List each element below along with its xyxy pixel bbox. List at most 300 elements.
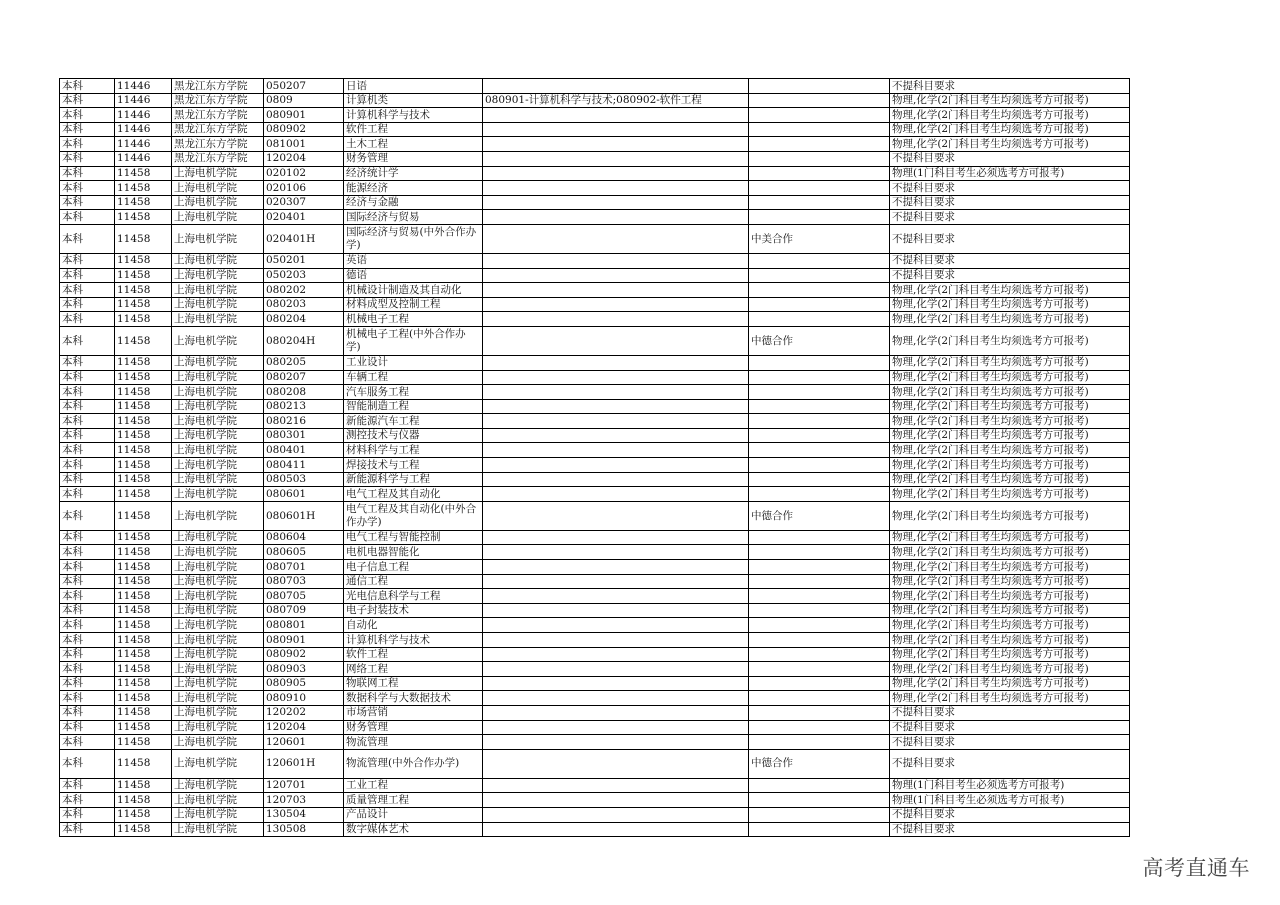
major-code-cell: 080208 [264, 385, 344, 400]
major-code-cell: 080411 [264, 458, 344, 473]
major-name-cell: 市场营销 [344, 705, 483, 720]
major-code-cell: 080301 [264, 428, 344, 443]
cooperation-cell [749, 93, 890, 108]
school-code-cell: 11458 [115, 633, 172, 648]
level-cell: 本科 [60, 633, 115, 648]
cooperation-cell [749, 151, 890, 166]
cooperation-cell [749, 676, 890, 691]
major-code-cell: 080205 [264, 355, 344, 370]
cooperation-cell [749, 195, 890, 210]
school-code-cell: 11458 [115, 355, 172, 370]
subject-requirement-cell: 物理,化学(2门科目考生均须选考方可报考) [890, 326, 1130, 355]
subject-requirement-cell: 不提科目要求 [890, 151, 1130, 166]
level-cell: 本科 [60, 603, 115, 618]
cooperation-cell [749, 618, 890, 633]
cooperation-cell [749, 560, 890, 575]
school-code-cell: 11446 [115, 108, 172, 123]
subject-requirement-cell: 物理,化学(2门科目考生均须选考方可报考) [890, 662, 1130, 677]
cooperation-cell [749, 443, 890, 458]
major-name-cell: 数字媒体艺术 [344, 822, 483, 837]
included-majors-cell [483, 807, 749, 822]
major-name-cell: 数据科学与大数据技术 [344, 691, 483, 706]
table-row [60, 647, 1130, 662]
major-code-cell: 120701 [264, 778, 344, 793]
school-code-cell: 11458 [115, 647, 172, 662]
level-cell: 本科 [60, 560, 115, 575]
major-code-cell: 020401 [264, 210, 344, 225]
subject-requirement-cell: 物理,化学(2门科目考生均须选考方可报考) [890, 574, 1130, 589]
cooperation-cell: 中德合作 [749, 749, 890, 778]
cooperation-cell [749, 530, 890, 545]
table-row [60, 530, 1130, 545]
level-cell: 本科 [60, 195, 115, 210]
major-name-cell: 汽车服务工程 [344, 385, 483, 400]
school-name-cell: 上海电机学院 [172, 807, 264, 822]
subject-requirement-cell: 物理,化学(2门科目考生均须选考方可报考) [890, 137, 1130, 152]
subject-requirement-cell: 物理,化学(2门科目考生均须选考方可报考) [890, 560, 1130, 575]
level-cell: 本科 [60, 399, 115, 414]
subject-requirement-cell: 不提科目要求 [890, 807, 1130, 822]
cooperation-cell [749, 458, 890, 473]
included-majors-cell [483, 297, 749, 312]
included-majors-cell [483, 749, 749, 778]
school-code-cell: 11458 [115, 312, 172, 327]
table-row [60, 399, 1130, 414]
cooperation-cell [749, 720, 890, 735]
school-code-cell: 11446 [115, 151, 172, 166]
level-cell: 本科 [60, 79, 115, 94]
school-name-cell: 黑龙江东方学院 [172, 151, 264, 166]
subject-requirement-cell: 物理(1门科目考生必须选考方可报考) [890, 166, 1130, 181]
major-code-cell: 080902 [264, 647, 344, 662]
included-majors-cell [483, 560, 749, 575]
major-name-cell: 电气工程及其自动化(中外合作办学) [344, 501, 483, 530]
subject-requirement-cell: 物理,化学(2门科目考生均须选考方可报考) [890, 93, 1130, 108]
major-name-cell: 材料成型及控制工程 [344, 297, 483, 312]
cooperation-cell [749, 705, 890, 720]
school-code-cell: 11458 [115, 224, 172, 253]
table-row [60, 79, 1130, 94]
major-code-cell: 080204 [264, 312, 344, 327]
table-row [60, 443, 1130, 458]
school-code-cell: 11458 [115, 472, 172, 487]
cooperation-cell [749, 253, 890, 268]
included-majors-cell [483, 224, 749, 253]
level-cell: 本科 [60, 253, 115, 268]
subject-requirement-cell: 物理,化学(2门科目考生均须选考方可报考) [890, 122, 1130, 137]
level-cell: 本科 [60, 370, 115, 385]
cooperation-cell [749, 268, 890, 283]
major-name-cell: 测控技术与仪器 [344, 428, 483, 443]
included-majors-cell [483, 195, 749, 210]
school-name-cell: 上海电机学院 [172, 166, 264, 181]
major-name-cell: 智能制造工程 [344, 399, 483, 414]
table-row [60, 633, 1130, 648]
major-code-cell: 080601 [264, 487, 344, 502]
school-code-cell: 11458 [115, 822, 172, 837]
level-cell: 本科 [60, 108, 115, 123]
subject-requirement-cell: 不提科目要求 [890, 735, 1130, 750]
level-cell: 本科 [60, 501, 115, 530]
school-code-cell: 11458 [115, 778, 172, 793]
table-row [60, 428, 1130, 443]
major-name-cell: 物流管理(中外合作办学) [344, 749, 483, 778]
included-majors-cell [483, 705, 749, 720]
major-name-cell: 新能源科学与工程 [344, 472, 483, 487]
table-row [60, 268, 1130, 283]
major-name-cell: 日语 [344, 79, 483, 94]
major-code-cell: 050207 [264, 79, 344, 94]
school-name-cell: 上海电机学院 [172, 501, 264, 530]
school-code-cell: 11458 [115, 210, 172, 225]
table-row [60, 312, 1130, 327]
school-code-cell: 11458 [115, 166, 172, 181]
school-name-cell: 黑龙江东方学院 [172, 137, 264, 152]
level-cell: 本科 [60, 443, 115, 458]
level-cell: 本科 [60, 137, 115, 152]
level-cell: 本科 [60, 676, 115, 691]
table-row [60, 93, 1130, 108]
school-code-cell: 11458 [115, 501, 172, 530]
subject-requirement-cell: 物理,化学(2门科目考生均须选考方可报考) [890, 676, 1130, 691]
school-name-cell: 上海电机学院 [172, 691, 264, 706]
subject-requirement-cell: 不提科目要求 [890, 749, 1130, 778]
subject-requirement-cell: 物理,化学(2门科目考生均须选考方可报考) [890, 428, 1130, 443]
school-name-cell: 上海电机学院 [172, 633, 264, 648]
major-name-cell: 土木工程 [344, 137, 483, 152]
major-code-cell: 130504 [264, 807, 344, 822]
major-code-cell: 120204 [264, 151, 344, 166]
subject-requirement-cell: 不提科目要求 [890, 224, 1130, 253]
included-majors-cell [483, 487, 749, 502]
major-name-cell: 经济统计学 [344, 166, 483, 181]
included-majors-cell: 080901-计算机科学与技术;080902-软件工程 [483, 93, 749, 108]
school-name-cell: 黑龙江东方学院 [172, 93, 264, 108]
included-majors-cell [483, 691, 749, 706]
major-name-cell: 电气工程与智能控制 [344, 530, 483, 545]
table-row [60, 122, 1130, 137]
table-row [60, 181, 1130, 196]
included-majors-cell [483, 326, 749, 355]
school-code-cell: 11458 [115, 603, 172, 618]
major-name-cell: 质量管理工程 [344, 793, 483, 808]
table-row [60, 108, 1130, 123]
cooperation-cell: 中德合作 [749, 326, 890, 355]
cooperation-cell [749, 574, 890, 589]
included-majors-cell [483, 385, 749, 400]
table-row [60, 807, 1130, 822]
school-code-cell: 11458 [115, 414, 172, 429]
included-majors-cell [483, 633, 749, 648]
cooperation-cell [749, 793, 890, 808]
major-name-cell: 德语 [344, 268, 483, 283]
table-row [60, 385, 1130, 400]
school-code-cell: 11458 [115, 385, 172, 400]
included-majors-cell [483, 151, 749, 166]
major-code-cell: 120601H [264, 749, 344, 778]
school-name-cell: 上海电机学院 [172, 224, 264, 253]
included-majors-cell [483, 253, 749, 268]
major-name-cell: 物联网工程 [344, 676, 483, 691]
cooperation-cell [749, 778, 890, 793]
included-majors-cell [483, 618, 749, 633]
table-row [60, 166, 1130, 181]
included-majors-cell [483, 355, 749, 370]
included-majors-cell [483, 778, 749, 793]
subject-requirement-cell: 物理,化学(2门科目考生均须选考方可报考) [890, 472, 1130, 487]
school-code-cell: 11458 [115, 574, 172, 589]
level-cell: 本科 [60, 778, 115, 793]
school-code-cell: 11458 [115, 749, 172, 778]
school-name-cell: 上海电机学院 [172, 778, 264, 793]
level-cell: 本科 [60, 647, 115, 662]
major-code-cell: 120204 [264, 720, 344, 735]
level-cell: 本科 [60, 414, 115, 429]
included-majors-cell [483, 443, 749, 458]
school-name-cell: 上海电机学院 [172, 647, 264, 662]
level-cell: 本科 [60, 735, 115, 750]
level-cell: 本科 [60, 93, 115, 108]
cooperation-cell [749, 589, 890, 604]
school-name-cell: 上海电机学院 [172, 603, 264, 618]
major-code-cell: 080204H [264, 326, 344, 355]
major-name-cell: 国际经济与贸易(中外合作办学) [344, 224, 483, 253]
major-code-cell: 130508 [264, 822, 344, 837]
school-name-cell: 上海电机学院 [172, 749, 264, 778]
level-cell: 本科 [60, 166, 115, 181]
school-name-cell: 上海电机学院 [172, 297, 264, 312]
school-name-cell: 上海电机学院 [172, 589, 264, 604]
school-name-cell: 上海电机学院 [172, 793, 264, 808]
school-name-cell: 上海电机学院 [172, 458, 264, 473]
school-name-cell: 上海电机学院 [172, 210, 264, 225]
major-name-cell: 计算机科学与技术 [344, 108, 483, 123]
school-code-cell: 11446 [115, 79, 172, 94]
school-code-cell: 11458 [115, 676, 172, 691]
table-row [60, 224, 1130, 253]
level-cell: 本科 [60, 705, 115, 720]
school-name-cell: 上海电机学院 [172, 443, 264, 458]
school-code-cell: 11458 [115, 297, 172, 312]
cooperation-cell [749, 647, 890, 662]
subject-requirement-cell: 不提科目要求 [890, 268, 1130, 283]
table-row [60, 822, 1130, 837]
major-name-cell: 电机电器智能化 [344, 545, 483, 560]
school-code-cell: 11458 [115, 326, 172, 355]
major-code-cell: 080701 [264, 560, 344, 575]
cooperation-cell [749, 108, 890, 123]
subject-requirement-cell: 不提科目要求 [890, 79, 1130, 94]
cooperation-cell [749, 355, 890, 370]
cooperation-cell [749, 137, 890, 152]
included-majors-cell [483, 501, 749, 530]
subject-requirement-cell: 物理,化学(2门科目考生均须选考方可报考) [890, 283, 1130, 298]
cooperation-cell [749, 807, 890, 822]
major-code-cell: 080605 [264, 545, 344, 560]
level-cell: 本科 [60, 122, 115, 137]
school-name-cell: 上海电机学院 [172, 720, 264, 735]
major-name-cell: 英语 [344, 253, 483, 268]
major-name-cell: 机械电子工程(中外合作办学) [344, 326, 483, 355]
level-cell: 本科 [60, 618, 115, 633]
school-code-cell: 11458 [115, 530, 172, 545]
major-code-cell: 0809 [264, 93, 344, 108]
subject-requirement-cell: 不提科目要求 [890, 195, 1130, 210]
table-row [60, 735, 1130, 750]
included-majors-cell [483, 676, 749, 691]
cooperation-cell [749, 603, 890, 618]
school-code-cell: 11458 [115, 399, 172, 414]
cooperation-cell [749, 399, 890, 414]
school-code-cell: 11458 [115, 560, 172, 575]
table-row [60, 618, 1130, 633]
subject-requirement-cell: 物理,化学(2门科目考生均须选考方可报考) [890, 312, 1130, 327]
level-cell: 本科 [60, 428, 115, 443]
major-name-cell: 电子信息工程 [344, 560, 483, 575]
table-row [60, 472, 1130, 487]
table-row [60, 589, 1130, 604]
major-code-cell: 020401H [264, 224, 344, 253]
level-cell: 本科 [60, 224, 115, 253]
school-code-cell: 11458 [115, 268, 172, 283]
major-name-cell: 国际经济与贸易 [344, 210, 483, 225]
level-cell: 本科 [60, 487, 115, 502]
school-name-cell: 上海电机学院 [172, 472, 264, 487]
school-name-cell: 上海电机学院 [172, 195, 264, 210]
cooperation-cell [749, 472, 890, 487]
level-cell: 本科 [60, 326, 115, 355]
cooperation-cell [749, 385, 890, 400]
subject-requirement-cell: 物理,化学(2门科目考生均须选考方可报考) [890, 545, 1130, 560]
subject-requirement-cell: 物理,化学(2门科目考生均须选考方可报考) [890, 108, 1130, 123]
included-majors-cell [483, 472, 749, 487]
major-code-cell: 020102 [264, 166, 344, 181]
school-name-cell: 上海电机学院 [172, 574, 264, 589]
watermark-text: 高考直通车 [1142, 856, 1250, 880]
included-majors-cell [483, 647, 749, 662]
school-name-cell: 上海电机学院 [172, 428, 264, 443]
school-name-cell: 上海电机学院 [172, 735, 264, 750]
level-cell: 本科 [60, 749, 115, 778]
included-majors-cell [483, 79, 749, 94]
cooperation-cell: 中美合作 [749, 224, 890, 253]
major-code-cell: 080207 [264, 370, 344, 385]
cooperation-cell [749, 735, 890, 750]
table-row [60, 662, 1130, 677]
level-cell: 本科 [60, 545, 115, 560]
school-code-cell: 11458 [115, 618, 172, 633]
subject-requirement-cell: 不提科目要求 [890, 210, 1130, 225]
cooperation-cell: 中德合作 [749, 501, 890, 530]
included-majors-cell [483, 428, 749, 443]
major-name-cell: 经济与金融 [344, 195, 483, 210]
level-cell: 本科 [60, 283, 115, 298]
table-row [60, 297, 1130, 312]
included-majors-cell [483, 312, 749, 327]
major-code-cell: 020106 [264, 181, 344, 196]
cooperation-cell [749, 662, 890, 677]
cooperation-cell [749, 283, 890, 298]
included-majors-cell [483, 793, 749, 808]
major-code-cell: 080213 [264, 399, 344, 414]
included-majors-cell [483, 370, 749, 385]
table-row [60, 545, 1130, 560]
subject-requirement-cell: 不提科目要求 [890, 822, 1130, 837]
school-code-cell: 11446 [115, 93, 172, 108]
school-name-cell: 黑龙江东方学院 [172, 79, 264, 94]
table-row [60, 137, 1130, 152]
subject-requirement-cell: 不提科目要求 [890, 253, 1130, 268]
major-name-cell: 电气工程及其自动化 [344, 487, 483, 502]
major-code-cell: 080203 [264, 297, 344, 312]
table-row [60, 151, 1130, 166]
school-code-cell: 11458 [115, 545, 172, 560]
major-code-cell: 080801 [264, 618, 344, 633]
major-name-cell: 机械设计制造及其自动化 [344, 283, 483, 298]
cooperation-cell [749, 633, 890, 648]
school-code-cell: 11458 [115, 428, 172, 443]
major-name-cell: 车辆工程 [344, 370, 483, 385]
included-majors-cell [483, 735, 749, 750]
cooperation-cell [749, 122, 890, 137]
major-code-cell: 120601 [264, 735, 344, 750]
school-name-cell: 上海电机学院 [172, 385, 264, 400]
major-name-cell: 材料科学与工程 [344, 443, 483, 458]
school-name-cell: 上海电机学院 [172, 312, 264, 327]
subject-requirement-cell: 物理,化学(2门科目考生均须选考方可报考) [890, 691, 1130, 706]
included-majors-cell [483, 414, 749, 429]
school-code-cell: 11458 [115, 735, 172, 750]
table-row [60, 793, 1130, 808]
level-cell: 本科 [60, 807, 115, 822]
school-name-cell: 上海电机学院 [172, 326, 264, 355]
included-majors-cell [483, 283, 749, 298]
major-name-cell: 光电信息科学与工程 [344, 589, 483, 604]
subject-requirement-cell: 物理,化学(2门科目考生均须选考方可报考) [890, 297, 1130, 312]
school-name-cell: 上海电机学院 [172, 662, 264, 677]
major-name-cell: 工业设计 [344, 355, 483, 370]
level-cell: 本科 [60, 151, 115, 166]
school-code-cell: 11458 [115, 720, 172, 735]
major-name-cell: 电子封装技术 [344, 603, 483, 618]
subject-requirement-cell: 物理,化学(2门科目考生均须选考方可报考) [890, 414, 1130, 429]
enrollment-requirements-table [59, 78, 1130, 837]
subject-requirement-cell: 物理,化学(2门科目考生均须选考方可报考) [890, 487, 1130, 502]
major-name-cell: 物流管理 [344, 735, 483, 750]
cooperation-cell [749, 822, 890, 837]
major-code-cell: 020307 [264, 195, 344, 210]
level-cell: 本科 [60, 472, 115, 487]
table-row [60, 603, 1130, 618]
major-code-cell: 120202 [264, 705, 344, 720]
included-majors-cell [483, 574, 749, 589]
table-row [60, 705, 1130, 720]
level-cell: 本科 [60, 589, 115, 604]
school-name-cell: 上海电机学院 [172, 399, 264, 414]
school-code-cell: 11458 [115, 195, 172, 210]
subject-requirement-cell: 物理,化学(2门科目考生均须选考方可报考) [890, 399, 1130, 414]
school-name-cell: 上海电机学院 [172, 283, 264, 298]
subject-requirement-cell: 物理,化学(2门科目考生均须选考方可报考) [890, 370, 1130, 385]
level-cell: 本科 [60, 181, 115, 196]
subject-requirement-cell: 物理,化学(2门科目考生均须选考方可报考) [890, 530, 1130, 545]
included-majors-cell [483, 181, 749, 196]
level-cell: 本科 [60, 662, 115, 677]
major-name-cell: 软件工程 [344, 647, 483, 662]
major-name-cell: 产品设计 [344, 807, 483, 822]
major-code-cell: 080216 [264, 414, 344, 429]
school-name-cell: 上海电机学院 [172, 487, 264, 502]
